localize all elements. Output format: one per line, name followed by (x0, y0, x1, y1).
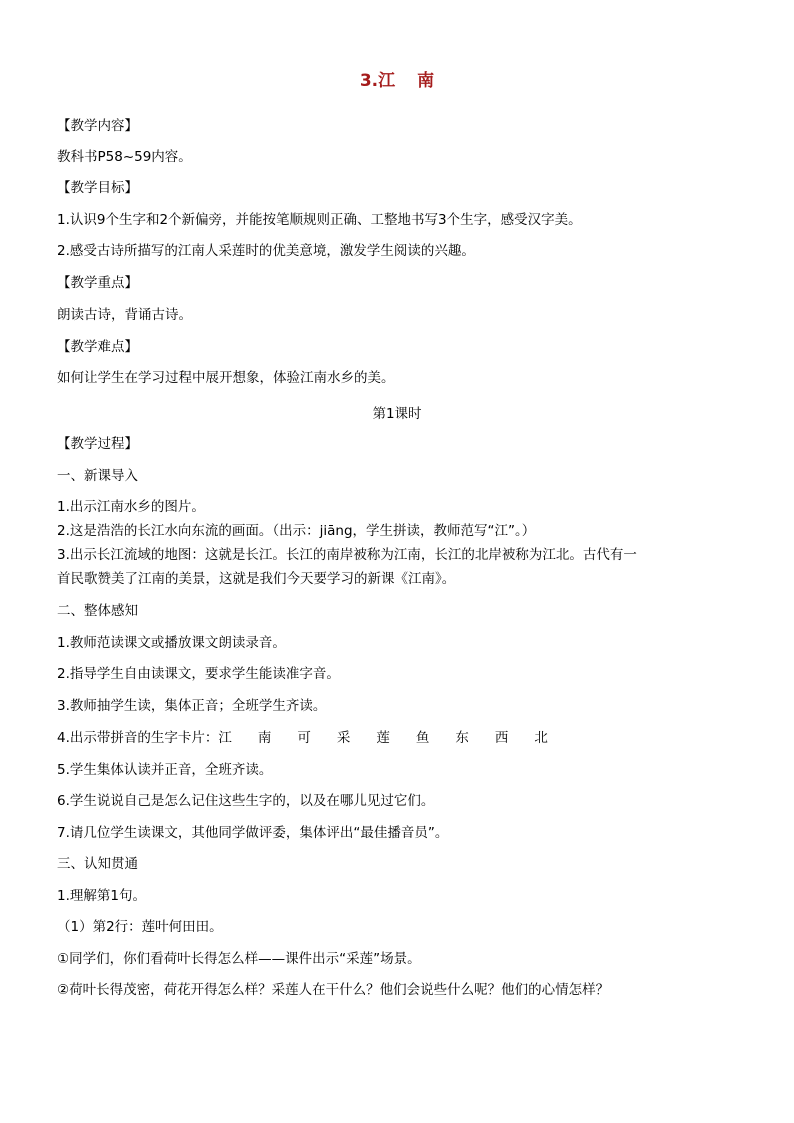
paragraph: 2.这是浩浩的长江水向东流的画面。（出示：jiāng，学生拼读，教师范写“江”。） (57, 523, 536, 539)
lesson-title (0, 66, 794, 91)
char-card: 采 (336, 730, 351, 746)
section-heading: 三、认知贯通 (57, 856, 138, 872)
heading-key-points: 【教学重点】 (57, 275, 138, 291)
heading-goals: 【教学目标】 (57, 180, 138, 196)
title-char-2: 南 (417, 71, 435, 91)
paragraph: 7.请几位学生读课文，其他同学做评委，集体评出“最佳播音员”。 (57, 825, 449, 841)
paragraph: 如何让学生在学习过程中展开想象，体验江南水乡的美。 (57, 370, 395, 386)
character-list (218, 730, 548, 746)
heading-content: 【教学内容】 (57, 118, 138, 134)
paragraph: 1.教师范读课文或播放课文朗读录音。 (57, 635, 286, 651)
title-number: 3. (359, 71, 379, 91)
paragraph: 首民歌赞美了江南的美景，这就是我们今天要学习的新课《江南》。 (57, 571, 456, 587)
paragraph: 1.理解第1句。 (57, 888, 146, 904)
paragraph: 2.感受古诗所描写的江南人采莲时的优美意境，激发学生阅读的兴趣。 (57, 243, 475, 259)
char-card: 东 (455, 730, 469, 746)
paragraph: ②荷叶长得茂密，荷花开得怎么样？采莲人在干什么？他们会说些什么呢？他们的心情怎样？ (57, 982, 610, 998)
paragraph: ①同学们，你们看荷叶长得怎么样——课件出示“采莲”场景。 (57, 951, 421, 967)
paragraph: 3.出示长江流域的地图：这就是长江。长江的南岸被称为江南，长江的北岸被称为江北。古代有一 (57, 547, 637, 563)
paragraph: 2.指导学生自由读课文，要求学生能读准字音。 (57, 666, 340, 682)
char-card: 西 (494, 730, 509, 746)
char-card: 鱼 (415, 730, 430, 746)
paragraph: 6.学生说说自己是怎么记住这些生字的，以及在哪儿见过它们。 (57, 793, 435, 809)
section-heading: 一、新课导入 (57, 468, 138, 484)
paragraph: 1.出示江南水乡的图片。 (57, 499, 205, 515)
paragraph: 教科书P58~59内容。 (57, 149, 192, 165)
paragraph: 3.教师抽学生读，集体正音；全班学生齐读。 (57, 698, 327, 714)
char-card: 南 (257, 730, 272, 746)
char-card: 莲 (376, 730, 390, 746)
paragraph: 朗读古诗，背诵古诗。 (57, 307, 192, 323)
character-card-line (57, 728, 548, 748)
char-card: 北 (534, 730, 548, 746)
paragraph-label: 4.出示带拼音的生字卡片： (57, 730, 219, 746)
lesson-period-label: 第1课时 (372, 406, 422, 422)
heading-process: 【教学过程】 (57, 436, 138, 452)
char-card: 江 (218, 730, 232, 746)
paragraph: 1.认识9个生字和2个新偏旁，并能按笔顺规则正确、工整地书写3个生字，感受汉字美。 (57, 212, 582, 228)
title-char-1: 江 (378, 71, 396, 91)
char-card: 可 (297, 730, 311, 746)
paragraph: 5.学生集体认读并正音，全班齐读。 (57, 762, 273, 778)
paragraph: （1）第2行：莲叶何田田。 (57, 919, 223, 935)
heading-difficulties: 【教学难点】 (57, 339, 138, 355)
section-heading: 二、整体感知 (57, 603, 138, 619)
